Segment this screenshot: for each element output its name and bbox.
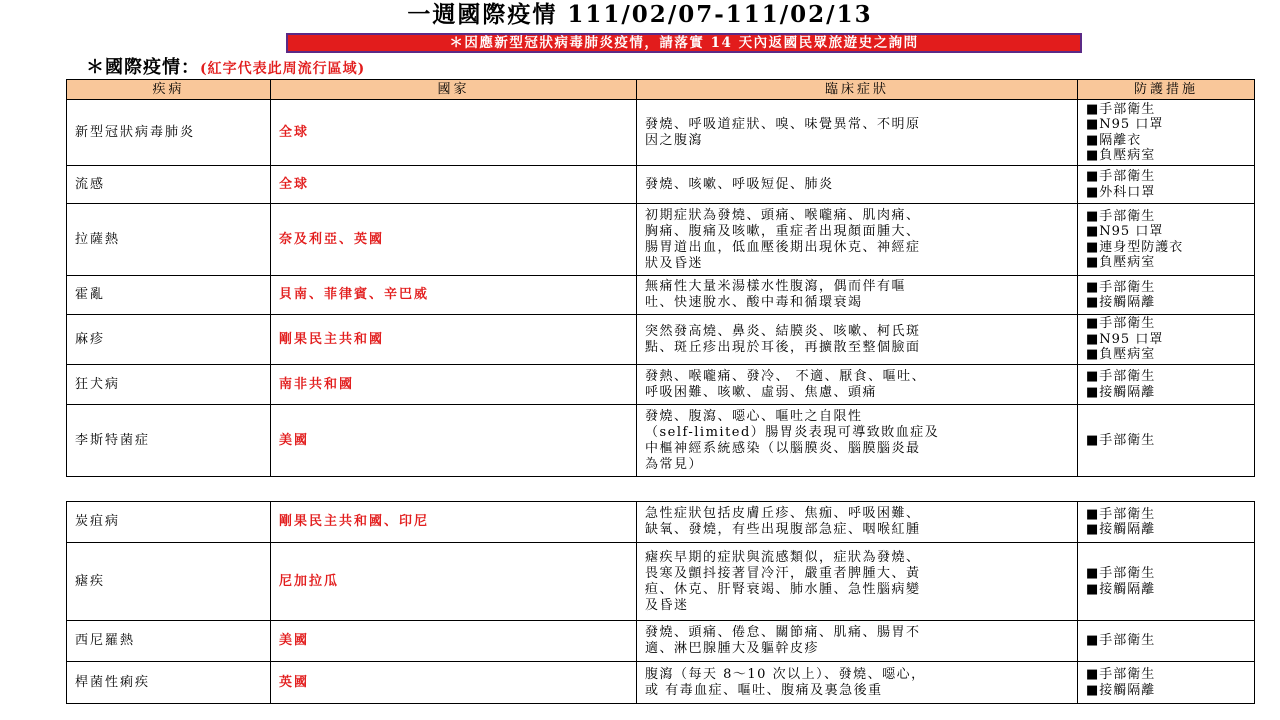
symptom-line: 急性症狀包括皮膚丘疹、焦痂、呼吸困難、: [645, 506, 921, 521]
disease-cell: 拉薩熱: [67, 204, 271, 276]
symptom-line: 腹瀉（每天 8～10 次以上）、發燒、噁心，: [645, 666, 926, 682]
header-symptoms: 臨床症狀: [637, 80, 1078, 100]
header-disease: 疾病: [67, 80, 271, 100]
table-row: [67, 315, 1255, 365]
symptoms-cell: [637, 405, 1078, 477]
symptom-line: 腸胃道出血，低血壓後期出現休克、神經症: [645, 239, 921, 255]
protection-cell: [1078, 166, 1255, 204]
symptom-line: 胸痛、腹痛及咳嗽，重症者出現顏面腫大、: [645, 223, 921, 239]
protection-item: ■手部衛生: [1086, 279, 1156, 295]
symptom-line: 及昏迷: [645, 597, 689, 613]
symptom-line: 疸、休克、肝腎衰竭、肺水腫、急性腦病變: [645, 581, 921, 597]
symptom-line: （self-limited）腸胃炎表現可導致敗血症及: [645, 424, 940, 440]
table-row: [67, 621, 1255, 662]
protection-item: ■接觸隔離: [1086, 682, 1156, 698]
protection-item: ■外科口罩: [1086, 184, 1156, 200]
symptom-line: 初期症狀為發燒、頭痛、喉嚨痛、肌肉痛、: [645, 207, 921, 223]
table-row: [67, 166, 1255, 204]
protection-cell: [1078, 365, 1255, 405]
disease-cell: 李斯特菌症: [67, 405, 271, 477]
protection-item: ■接觸隔離: [1086, 384, 1156, 400]
symptom-line: 為常見）: [645, 456, 704, 472]
table-row: [67, 543, 1255, 621]
protection-item: ■N95 口罩: [1086, 331, 1164, 347]
protection-item: ■連身型防護衣: [1086, 239, 1184, 255]
disease-cell: 狂犬病: [67, 365, 271, 405]
protection-cell: [1078, 662, 1255, 704]
protection-cell: [1078, 543, 1255, 621]
symptom-line: 發燒、咳嗽、呼吸短促、肺炎: [645, 176, 834, 192]
symptom-line: 突然發高燒、鼻炎、結膜炎、咳嗽、柯氏斑: [645, 323, 921, 339]
protection-item: ■手部衛生: [1086, 432, 1156, 448]
disease-cell: 霍亂: [67, 276, 271, 315]
protection-item: ■手部衛生: [1086, 369, 1156, 384]
symptom-line: 呼吸困難、咳嗽、虛弱、焦慮、頭痛: [645, 384, 878, 400]
protection-item: ■手部衛生: [1086, 101, 1156, 117]
symptom-line: 發燒、腹瀉、噁心、嘔吐之自限性: [645, 408, 863, 424]
symptoms-cell: [637, 100, 1078, 166]
country-cell: 剛果民主共和國: [271, 315, 637, 365]
epidemic-table: [66, 79, 1255, 477]
protection-item: ■負壓病室: [1086, 255, 1156, 270]
protection-item: ■手部衛生: [1086, 566, 1156, 581]
protection-cell: [1078, 621, 1255, 662]
protection-item: ■手部衛生: [1086, 633, 1156, 649]
header-protection: 防護措施: [1078, 80, 1255, 100]
symptom-line: 發燒、呼吸道症狀、嗅、味覺異常、不明原: [645, 116, 921, 132]
protection-item: ■手部衛生: [1086, 316, 1156, 332]
symptom-line: 缺氧、發燒，有些出現腹部急症、咽喉紅腫: [645, 522, 921, 537]
protection-item: ■N95 口罩: [1086, 224, 1164, 239]
country-cell: 南非共和國: [271, 365, 637, 405]
protection-cell: [1078, 100, 1255, 166]
symptoms-cell: [637, 543, 1078, 621]
protection-cell: [1078, 315, 1255, 365]
protection-cell: [1078, 204, 1255, 276]
protection-item: ■手部衛生: [1086, 506, 1156, 522]
section-heading: [86, 57, 365, 80]
country-cell: 奈及利亞、英國: [271, 204, 637, 276]
country-cell: 全球: [271, 100, 637, 166]
table-row: [67, 204, 1255, 276]
symptoms-cell: [637, 621, 1078, 662]
protection-item: ■手部衛生: [1086, 667, 1156, 682]
section-note: (紅字代表此周流行區域): [200, 61, 366, 77]
symptom-line: 因之腹瀉: [645, 132, 704, 148]
protection-cell: [1078, 405, 1255, 477]
protection-item: ■負壓病室: [1086, 347, 1156, 363]
table-row: [67, 365, 1255, 405]
symptoms-cell: [637, 166, 1078, 204]
protection-item: ■接觸隔離: [1086, 295, 1156, 310]
symptom-line: 畏寒及顫抖接著冒冷汗，嚴重者脾腫大、黃: [645, 565, 921, 581]
disease-cell: 桿菌性痢疾: [67, 662, 271, 704]
disease-cell: 炭疽病: [67, 502, 271, 543]
symptom-line: 發熱、喉嚨痛、發冷、 不適、厭食、嘔吐、: [645, 368, 927, 384]
country-cell: 美國: [271, 405, 637, 477]
notice-banner: ＊因應新型冠狀病毒肺炎疫情，請落實 14 天內返國民眾旅遊史之詢問: [286, 33, 1082, 53]
header-country: 國家: [271, 80, 637, 100]
protection-cell: [1078, 276, 1255, 315]
symptom-line: 發燒、頭痛、倦怠、關節痛、肌痛、腸胃不: [645, 625, 921, 640]
protection-item: ■負壓病室: [1086, 148, 1156, 163]
symptom-line: 吐、快速脫水、酸中毒和循環衰竭: [645, 295, 863, 310]
country-cell: 尼加拉瓜: [271, 543, 637, 621]
country-cell: 貝南、菲律賓、辛巴威: [271, 276, 637, 315]
protection-item: ■接觸隔離: [1086, 581, 1156, 597]
protection-item: ■隔離衣: [1086, 132, 1142, 148]
page-title: 一週國際疫情 111/02/07-111/02/13: [407, 1, 873, 28]
symptoms-cell: [637, 315, 1078, 365]
section-heading-text: ＊國際疫情：: [86, 57, 200, 78]
table-row: [67, 405, 1255, 477]
protection-item: ■N95 口罩: [1086, 117, 1164, 132]
protection-cell: [1078, 502, 1255, 543]
symptom-line: 適、淋巴腺腫大及軀幹皮疹: [645, 641, 820, 656]
table-row: [67, 662, 1255, 704]
symptom-line: 狀及昏迷: [645, 255, 704, 271]
symptoms-cell: [637, 365, 1078, 405]
symptom-line: 或 有毒血症、嘔吐、腹痛及裏急後重: [645, 682, 883, 698]
table-row: [67, 276, 1255, 315]
disease-cell: 麻疹: [67, 315, 271, 365]
symptoms-cell: [637, 276, 1078, 315]
country-cell: 剛果民主共和國、印尼: [271, 502, 637, 543]
symptom-line: 無痛性大量米湯樣水性腹瀉，偶而伴有嘔: [645, 279, 907, 294]
symptom-line: 中樞神經系統感染（以腦膜炎、腦膜腦炎最: [645, 440, 921, 456]
symptoms-cell: [637, 204, 1078, 276]
disease-cell: 流感: [67, 166, 271, 204]
country-cell: 全球: [271, 166, 637, 204]
epidemic-table-continued: [66, 501, 1255, 704]
disease-cell: 新型冠狀病毒肺炎: [67, 100, 271, 166]
protection-item: ■手部衛生: [1086, 169, 1156, 184]
disease-cell: 西尼羅熱: [67, 621, 271, 662]
symptoms-cell: [637, 662, 1078, 704]
symptom-line: 瘧疾早期的症狀與流感類似，症狀為發燒、: [645, 549, 921, 565]
country-cell: 美國: [271, 621, 637, 662]
table-header-row: [67, 80, 1255, 100]
symptom-line: 點、斑丘疹出現於耳後，再擴散至整個臉面: [645, 339, 921, 355]
symptoms-cell: [637, 502, 1078, 543]
table-row: [67, 100, 1255, 166]
country-cell: 英國: [271, 662, 637, 704]
disease-cell: 瘧疾: [67, 543, 271, 621]
protection-item: ■接觸隔離: [1086, 522, 1156, 537]
protection-item: ■手部衛生: [1086, 208, 1156, 224]
table-row: [67, 502, 1255, 543]
